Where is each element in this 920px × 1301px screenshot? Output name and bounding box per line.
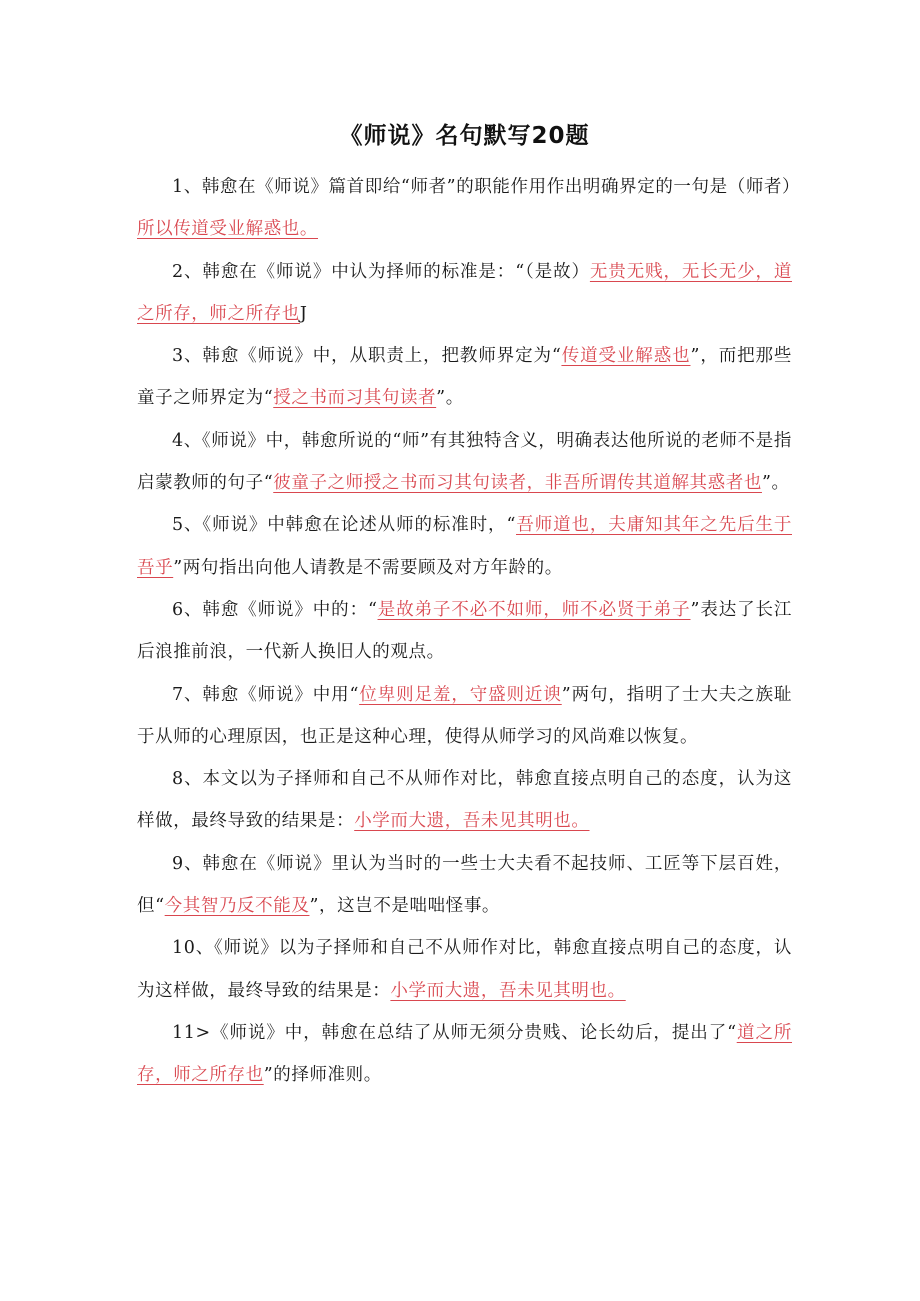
question-text: 5、《师说》中韩愈在论述从师的标准时，“ [172,515,517,536]
question-text: 6、韩愈《师说》中的：“ [172,599,378,620]
question-text-tail: ”两句指出向他人请教是不需要顾及对方年龄的。 [173,557,563,578]
question-text: 3、韩愈《师说》中，从职责上，把教师界定为“ [172,346,562,367]
question-text: 4、《师说》中，韩愈所说的“师”有其独特含义，明确表达他所说的老师不是指启蒙教师的句子“ [137,430,792,494]
answer-text: 吾师道也，夫庸知其年之先后生于吾乎 [137,515,792,578]
answer-text: 道之所存，师之所存也 [137,1022,792,1086]
answer-text: 位卑则足羞，守盛则近谀 [359,684,562,705]
question-text-tail: J [299,303,308,324]
question-item [137,927,792,1012]
answer-text: 小学而大遗，吾未见其明也。 [354,811,590,832]
question-text: 2、韩愈在《师说》中认为择师的标准是：“（是故） [172,261,590,282]
question-item [137,843,792,928]
question-item [137,251,792,336]
question-item [137,504,792,589]
question-text: 11>《师说》中，韩愈在总结了从师无须分贵贱、论长幼后，提出了“ [172,1022,737,1043]
question-text-tail: ”两句，指明了士大夫之族耻于从师的心理原因，也正是这种心理，使得从师学习的风尚难以恢复。 [137,684,792,747]
question-text-middle: ”，而把那些童子之师界定为“ [137,346,792,409]
answer-text: 是故弟子不必不如师，师不必贤于弟子 [377,599,691,620]
question-list [137,166,801,1097]
page-title: 《师说》名句默写20题 [339,123,590,149]
answer-text: 今其智乃反不能及 [164,896,310,917]
answer-text-second: 授之书而习其句读者 [273,388,437,409]
question-text-tail: ”的择师准则。 [263,1065,382,1086]
question-text-tail: ”。 [436,388,464,409]
question-item [137,589,792,674]
question-text: 8、本文以为子择师和自己不从师作对比，韩愈直接点明自己的态度，认为这样做，最终导致的结果是： [137,769,792,832]
answer-text: 所以传道受业解惑也。 [137,219,318,240]
answer-text: 传道受业解惑也 [561,346,691,367]
question-item [137,166,801,251]
question-item [137,674,792,759]
answer-text: 彼童子之师授之书而习其句读者，非吾所谓传其道解其惑者也 [273,473,762,494]
question-text-tail: ”表达了长江后浪推前浪，一代新人换旧人的观点。 [137,599,793,663]
question-text: 10、《师说》以为子择师和自己不从师作对比，韩愈直接点明自己的态度，认为这样做，最终导致的结果是： [137,938,792,1001]
question-text: 9、韩愈在《师说》里认为当时的一些士大夫看不起技师、工匠等下层百姓，但“ [137,853,792,917]
answer-text: 无贵无贱，无长无少，道之所存，师之所存也 [137,261,792,324]
question-item [137,420,792,505]
question-item [137,335,792,420]
question-item [137,1012,792,1097]
question-text: 7、韩愈《师说》中用“ [172,684,360,705]
question-text: 1、韩愈在《师说》篇首即给“师者”的职能作用作出明确界定的一句是（师者） [172,177,801,197]
answer-text: 小学而大遗，吾未见其明也。 [390,980,626,1001]
question-text-tail: ”。 [761,473,790,494]
question-item [137,758,792,843]
question-text-tail: ”，这岂不是咄咄怪事。 [309,896,501,917]
